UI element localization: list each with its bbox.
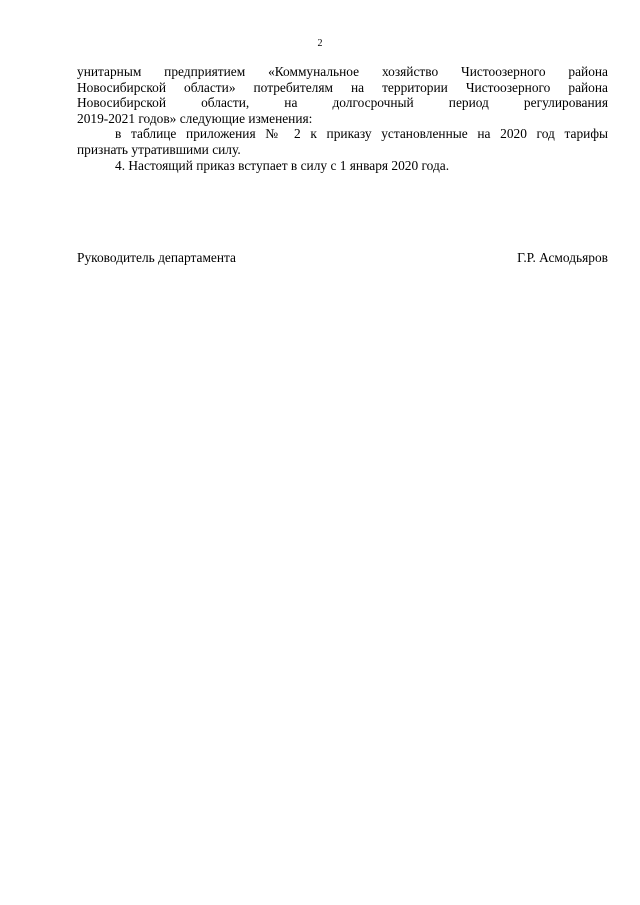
paragraph-table-change [77, 126, 608, 157]
paragraph-continuation [77, 64, 608, 126]
text-line: унитарным предприятием «Коммунальное хозяйство Чистоозерного района [77, 64, 608, 79]
text-line: Новосибирской области» потребителям на территории Чистоозерного района [77, 79, 608, 95]
text-line: в таблице приложения № 2 к приказу установленные на 2020 год тарифы [115, 126, 608, 142]
page-number: 2 [317, 38, 323, 49]
signature-block [77, 250, 608, 266]
document-body [77, 64, 608, 173]
paragraph-item-4 [77, 158, 608, 174]
signatory-position: Руководитель департамента [77, 250, 236, 265]
text-line: 4. Настоящий приказ вступает в силу с 1 января 2020 года. [115, 157, 450, 173]
text-line: 2019-2021 годов» следующие изменения: [77, 110, 313, 126]
text-line: Новосибирской области, на долгосрочный период регулирования [77, 95, 608, 111]
text-line: признать утратившими силу. [77, 141, 241, 157]
signatory-name: Г.Р. Асмодьяров [517, 250, 608, 265]
